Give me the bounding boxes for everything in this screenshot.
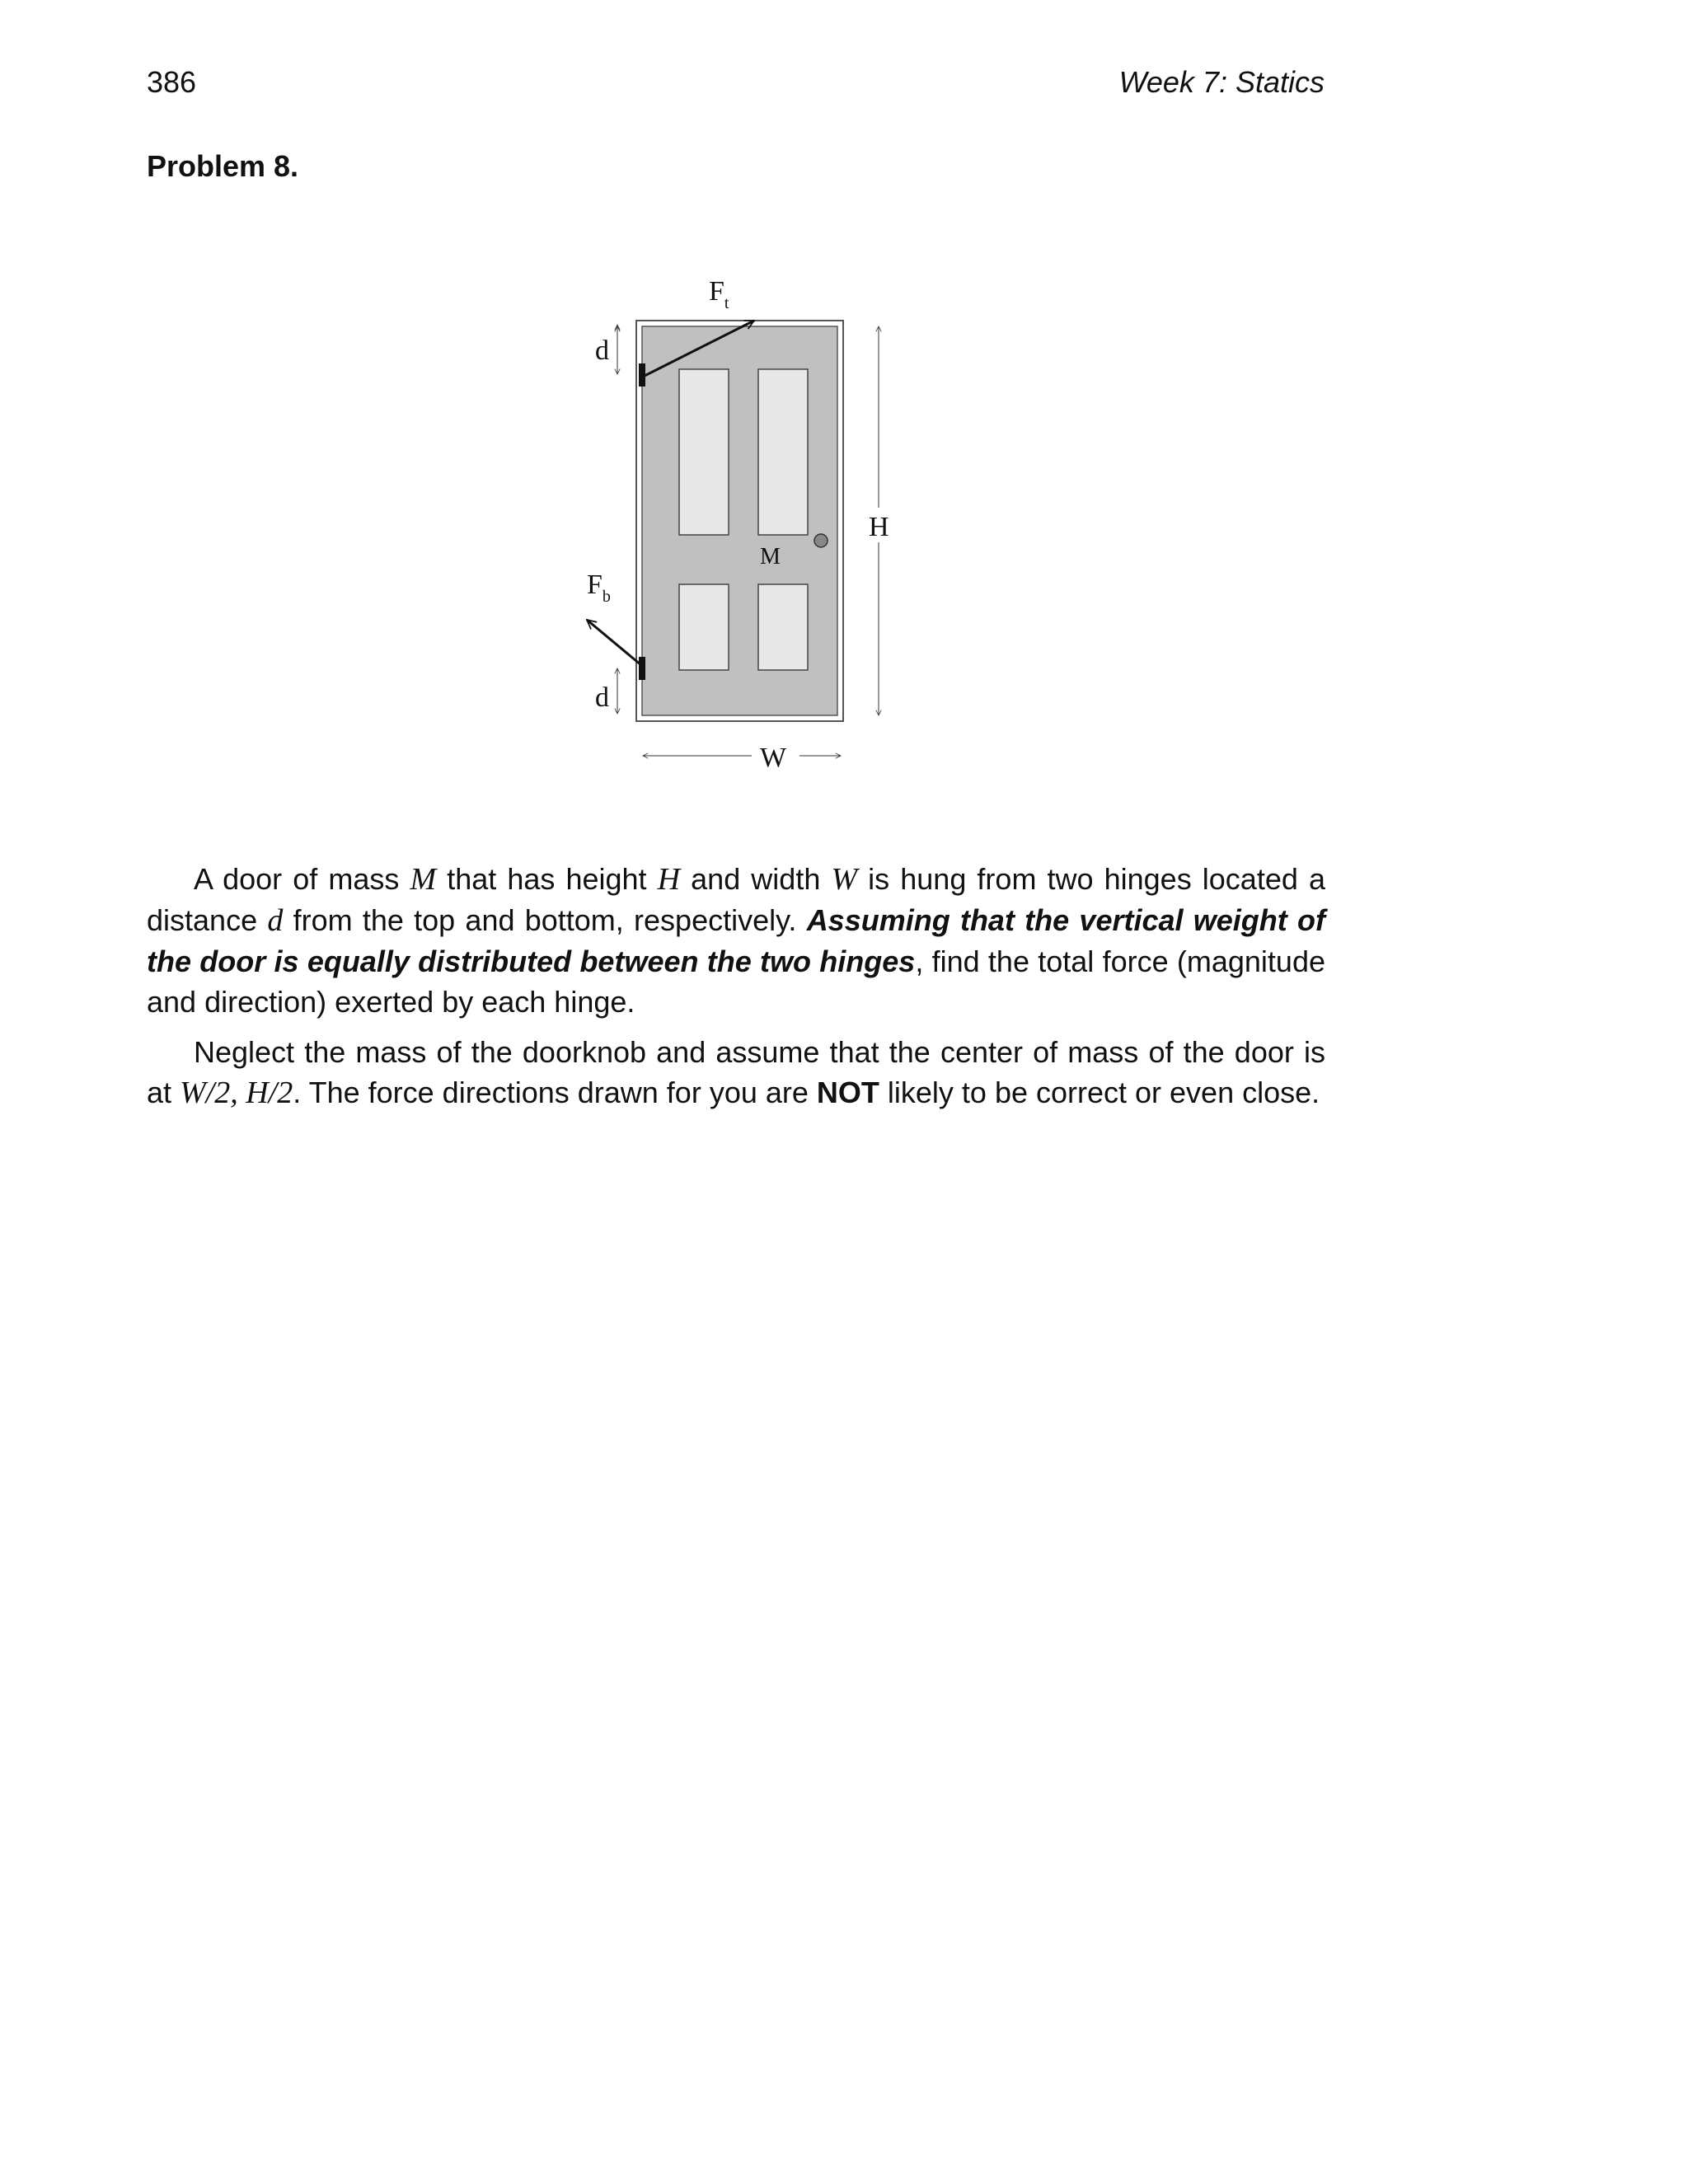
p1-text-2: that has height bbox=[436, 862, 658, 896]
hinge-bottom bbox=[639, 657, 645, 680]
p1-math-width: W bbox=[831, 862, 858, 897]
problem-statement bbox=[147, 859, 1325, 1123]
p1-text-4: is hung from two hinges located a distance bbox=[147, 862, 1325, 937]
label-force-top: $F_t$ bbox=[709, 276, 729, 312]
label-h: H bbox=[869, 512, 889, 542]
p2-text-3: likely to be correct or even close. bbox=[879, 1076, 1320, 1109]
label-m: M bbox=[760, 544, 781, 569]
p1-math-distance: d bbox=[267, 903, 284, 938]
paragraph-2 bbox=[147, 1032, 1325, 1113]
p1-math-mass: M bbox=[410, 862, 437, 897]
running-head: Week 7: Statics bbox=[1118, 65, 1325, 99]
p2-text-1: Neglect the mass of the doorknob and assume that the center of mass of the door is at bbox=[147, 1035, 1325, 1109]
p2-math-center: W/2, H/2 bbox=[180, 1076, 293, 1110]
force-arrow-bottom bbox=[587, 620, 641, 665]
doorknob-icon bbox=[814, 534, 828, 547]
p1-emphasis: Assuming that the vertical weight of the door is equally distributed between the two hinges bbox=[147, 903, 1325, 978]
door-panel-top-right bbox=[758, 369, 808, 535]
page-number: 386 bbox=[147, 65, 197, 99]
door-panel-bottom-right bbox=[758, 584, 808, 670]
p1-math-height: H bbox=[657, 862, 681, 897]
p1-text-5: from the top and bottom, respectively. bbox=[283, 903, 807, 937]
p2-text-2: . The force directions drawn for you are bbox=[293, 1076, 817, 1109]
label-force-bottom: $F_b$ bbox=[587, 569, 611, 606]
door-panel-bottom-left bbox=[679, 584, 729, 670]
door-diagram bbox=[0, 264, 1688, 808]
label-d-bottom: d bbox=[595, 682, 609, 713]
door-panel-top-left bbox=[679, 369, 729, 535]
p2-emphasis: NOT bbox=[816, 1076, 879, 1109]
p1-text-3: and width bbox=[680, 862, 832, 896]
p1-text-6: , find the total force (magnitude and direction) exerted by each hinge. bbox=[147, 944, 1325, 1019]
problem-title: Problem 8. bbox=[147, 149, 299, 183]
label-w: W bbox=[760, 743, 787, 773]
paragraph-1 bbox=[147, 859, 1325, 1022]
p1-text-1: A door of mass bbox=[194, 862, 410, 896]
label-d-top: d bbox=[595, 335, 609, 366]
